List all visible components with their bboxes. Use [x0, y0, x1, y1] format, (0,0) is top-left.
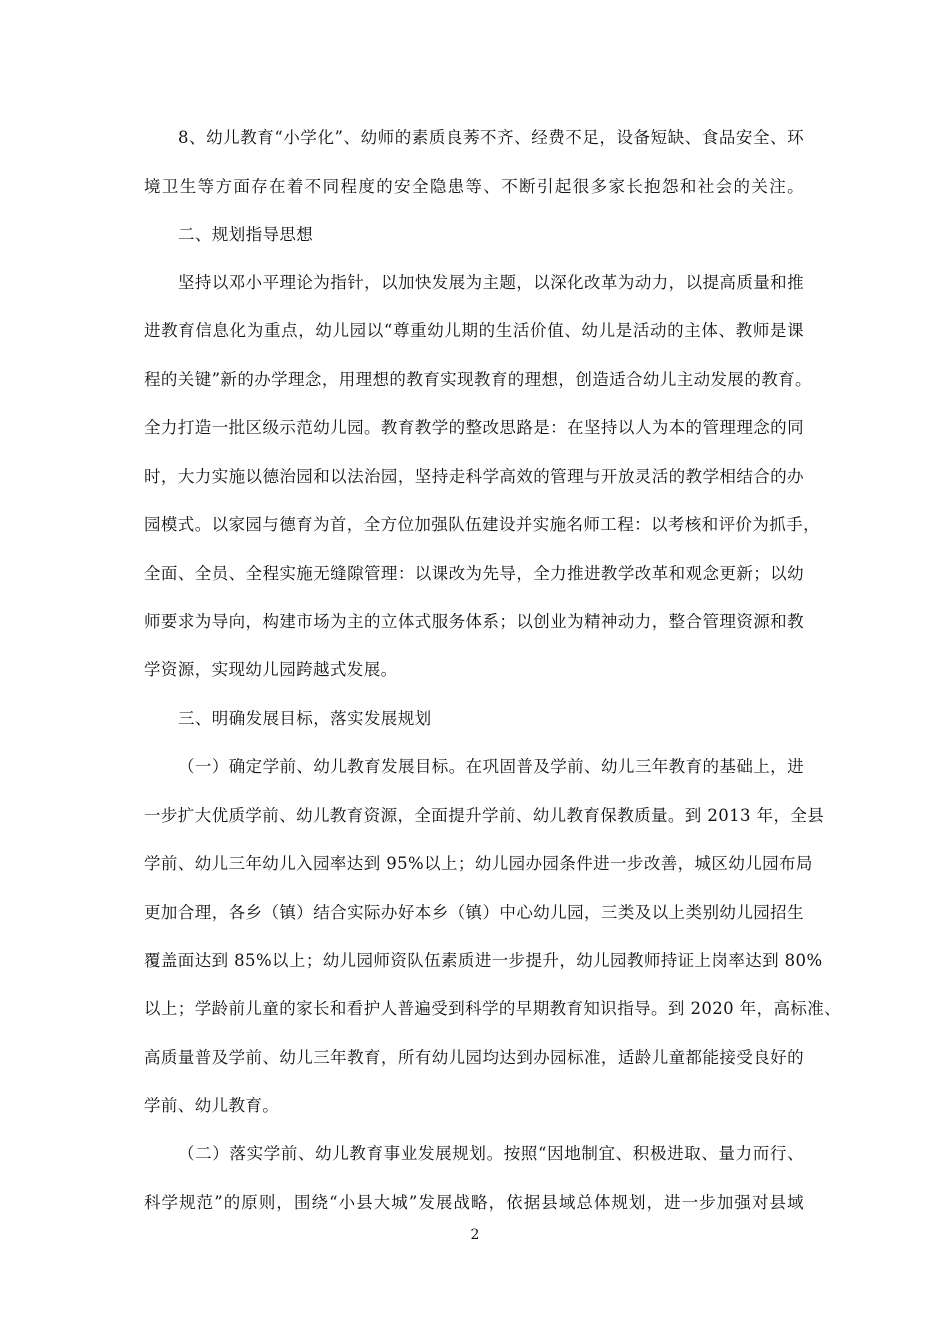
body-text-line: 覆盖面达到 85%以上；幼儿园师资队伍素质进一步提升，幼儿园教师持证上岗率达到 80%: [144, 951, 823, 970]
body-text-line: 8、幼儿教育“小学化”、幼师的素质良莠不齐、经费不足，设备短缺、食品安全、环: [178, 128, 804, 147]
body-text-line: 进教育信息化为重点，幼儿园以“尊重幼儿期的生活价值、幼儿是活动的主体、教师是课: [144, 321, 804, 340]
section-heading: 二、规划指导思想: [178, 225, 314, 244]
body-text-line: 境卫生等方面存在着不同程度的安全隐患等、不断引起很多家长抱怨和社会的关注。: [144, 177, 804, 196]
body-text-line: 学资源，实现幼儿园跨越式发展。: [144, 660, 398, 679]
body-text-line: （一）确定学前、幼儿教育发展目标。在巩固普及学前、幼儿三年教育的基础上，进: [178, 757, 804, 776]
page-number: 2: [470, 1227, 480, 1243]
body-text-line: 园模式。以家园与德育为首，全方位加强队伍建设并实施名师工程：以考核和评价为抓手，: [144, 515, 820, 534]
body-text-line: 高质量普及学前、幼儿三年教育，所有幼儿园均达到办园标准，适龄儿童都能接受良好的: [144, 1048, 804, 1067]
body-text-line: 科学规范”的原则，围绕“小县大城”发展战略，依据县域总体规划，进一步加强对县域: [144, 1193, 804, 1212]
section-heading: 三、明确发展目标，落实发展规划: [178, 709, 432, 728]
body-text-line: 全力打造一批区级示范幼儿园。教育教学的整改思路是：在坚持以人为本的管理理念的同: [144, 418, 804, 437]
body-text-line: 时，大力实施以德治园和以法治园，坚持走科学高效的管理与开放灵活的教学相结合的办: [144, 467, 804, 486]
body-text-line: 程的关键”新的办学理念，用理想的教育实现教育的理想，创造适合幼儿主动发展的教育。: [144, 370, 812, 389]
body-text-line: 更加合理，各乡（镇）结合实际办好本乡（镇）中心幼儿园，三类及以上类别幼儿园招生: [144, 903, 804, 922]
body-text-line: 全面、全员、全程实施无缝隙管理：以课改为先导，全力推进教学改革和观念更新；以幼: [144, 564, 804, 583]
body-text-line: 一步扩大优质学前、幼儿教育资源，全面提升学前、幼儿教育保教质量。到 2013 年，全县: [144, 806, 825, 825]
body-text-line: 坚持以邓小平理论为指针，以加快发展为主题，以深化改革为动力，以提高质量和推: [178, 273, 804, 292]
body-text-line: 以上；学龄前儿童的家长和看护人普遍受到科学的早期教育知识指导。到 2020 年，高标准、: [144, 999, 842, 1018]
body-text-line: 学前、幼儿教育。: [144, 1096, 280, 1115]
body-text-line: 师要求为导向，构建市场为主的立体式服务体系；以创业为精神动力，整合管理资源和教: [144, 612, 804, 631]
body-text-line: （二）落实学前、幼儿教育事业发展规划。按照“因地制宜、积极进取、量力而行、: [178, 1144, 804, 1163]
body-text-line: 学前、幼儿三年幼儿入园率达到 95%以上；幼儿园办园条件进一步改善，城区幼儿园布局: [144, 854, 813, 873]
